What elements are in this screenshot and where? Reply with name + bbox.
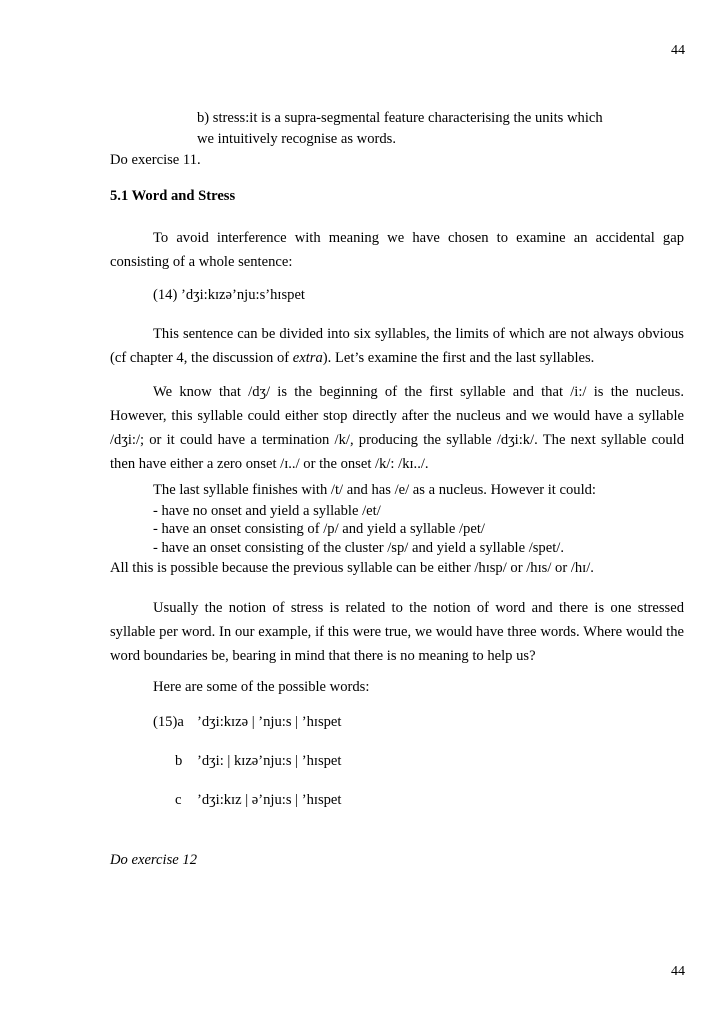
example-15a-label: (15)a <box>153 714 184 730</box>
example-15b <box>153 753 341 770</box>
definition-b-line1: b) stress:it is a supra-segmental feature characterising the units which <box>197 110 603 126</box>
paragraph-4-item-1: - have no onset and yield a syllable /et/ <box>153 503 381 519</box>
page-number-top: 44 <box>671 43 685 58</box>
paragraph-6: Here are some of the possible words: <box>153 679 370 695</box>
paragraph-5 <box>110 596 684 668</box>
section-heading: 5.1 Word and Stress <box>110 188 236 204</box>
paragraph-4-intro: The last syllable finishes with /t/ and has /e/ as a nucleus. However it could: <box>153 482 596 498</box>
example-15c-label: c <box>175 792 182 808</box>
paragraph-1-text: To avoid interference with meaning we have chosen to examine an accidental gap consisting of a whole sentence: <box>110 230 684 270</box>
paragraph-3-text: We know that /dʒ/ is the beginning of the first syllable and that /i:/ is the nucleus. However, this syllable could either stop directly after the nucleus and we would have a syllable /dʒi:/; or it could have a termination /k/, producing the syllable /dʒi:k/. The next syllable could then have either a zero onset /ɪ../ or the onset /k/: /kɪ../. <box>110 384 684 472</box>
paragraph-4-item-3: - have an onset consisting of the cluster /sp/ and yield a syllable /spet/. <box>153 540 564 556</box>
exercise-11-instruction: Do exercise 11. <box>110 152 201 168</box>
example-15b-text: ’dʒi: | kɪzə’nju:s | ’hɪspet <box>197 753 342 769</box>
paragraph-2-before: This sentence can be divided into six syllables, the limits of which are not always obvious (cf chapter 4, the discussion of <box>110 326 684 366</box>
paragraph-2-after: ). Let’s examine the first and the last syllables. <box>322 350 595 366</box>
paragraph-2 <box>110 322 684 370</box>
example-14: (14) ’dʒi:kɪzə’nju:s’hɪspet <box>153 287 305 303</box>
example-15a <box>153 714 341 731</box>
paragraph-4-closing: All this is possible because the previous syllable can be either /hɪsp/ or /hɪs/ or /hɪ/. <box>110 560 594 576</box>
paragraph-1 <box>110 226 684 274</box>
paragraph-2-italic: extra <box>292 350 323 366</box>
exercise-12-instruction: Do exercise 12 <box>110 852 197 868</box>
definition-b-line2: we intuitively recognise as words. <box>197 131 396 147</box>
example-15c <box>153 792 341 809</box>
paragraph-3 <box>110 380 684 476</box>
paragraph-4-item-2: - have an onset consisting of /p/ and yield a syllable /pet/ <box>153 521 485 537</box>
example-15a-text: ’dʒi:kɪzə | ’nju:s | ’hɪspet <box>197 714 342 730</box>
paragraph-5-text: Usually the notion of stress is related to the notion of word and there is one stressed syllable per word. In our example, if this were true, we would have three words. Where would the word boundaries be, bearing in mind that there is no meaning to help us? <box>110 600 684 664</box>
example-15b-label: b <box>175 753 183 769</box>
example-15c-text: ’dʒi:kɪz | ə’nju:s | ’hɪspet <box>197 792 342 808</box>
page-number-bottom: 44 <box>671 964 685 979</box>
